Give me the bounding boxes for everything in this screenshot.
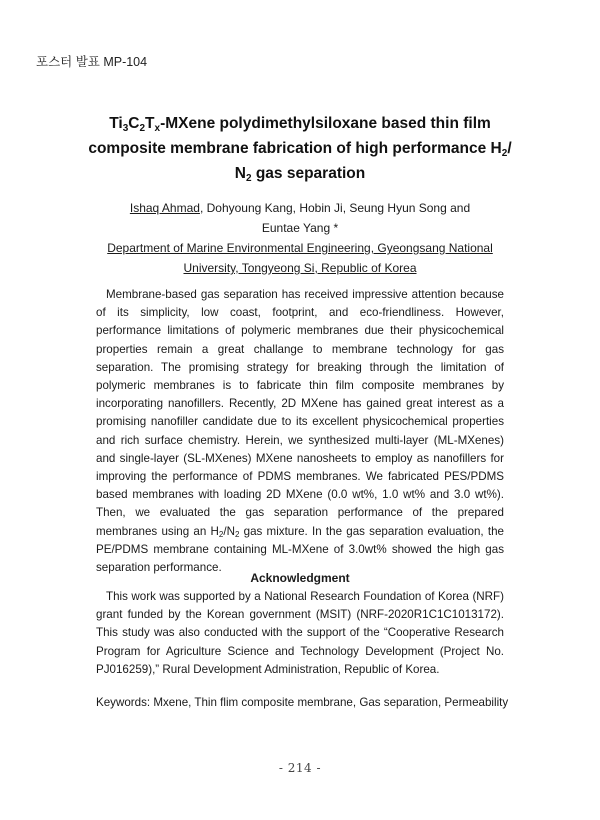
acknowledgment-paragraph: This work was supported by a National Research Foundation of Korea (NRF) grant funded by the Korean government (MSIT) (NRF-2020R1C1C1013172). This study was also conducted with the support of the “Cooperative Research Program for Agriculture Science and Technology Development (Project No. PJ016259),” Rural Development Administration, Republic of Korea.	[96, 590, 504, 676]
poster-session-label: 포스터 발표 MP-104	[36, 55, 148, 69]
author-line-2: Euntae Yang *	[261, 221, 339, 235]
page-number: - 214 -	[278, 761, 322, 775]
acknowledgment-heading: Acknowledgment	[250, 571, 350, 585]
co-authors: , Dohyoung Kang, Hobin Ji, Seung Hyun Song and	[199, 201, 471, 215]
title-line-1: $Ti_3C_2T_x$-MXene polydimethylsiloxane based thin film	[109, 115, 491, 134]
title-line-2: composite membrane fabrication of high performance $H_2/$	[88, 140, 512, 159]
affiliation-line-2: University, Tongyeong Si, Republic of Korea	[183, 261, 417, 275]
author-line-1	[60, 198, 540, 218]
presenting-author: Ishaq Ahmad	[129, 201, 200, 215]
paper-title	[40, 111, 560, 186]
author-block	[60, 198, 540, 278]
keywords-line: Keywords: Mxene, Thin flim composite membrane, Gas separation, Permeability	[96, 696, 509, 709]
abstract-paragraph: Membrane-based gas separation has received impressive attention because of its simplicity, low coast, footprint, and eco-friendliness. However, performance limitations of polymeric membranes due their physicochemical properties remain a great challange to membrane technology for gas separation. The promising strategy for breaking through the limitation of polymeric membranes is to fabricate thin film composite membranes by incorporating nanofillers. Recently, 2D MXene has gained great interest as a promising nanofiller candidate due to its excellent physicochemical properties and rich surface chemistry. Herein, we synthesized multi-layer (ML-MXenes) and single-layer (SL-MXenes) MXene nanosheets to employ as nanofillers for improving the performance of PDMS membranes. We fabricated PES/PDMS based membranes with loading 2D MXene (0.0 wt%, 1.0 wt% and 3.0 wt%). Then, we evaluated the gas separation performance of the prepared membranes using an $H_2/N_2$ gas mixture. In the gas separation evaluation, the PE/PDMS membrane containing ML-MXene of 3.0wt% showed the high gas separation performance.	[96, 288, 504, 575]
affiliation-line-1: Department of Marine Environmental Engineering, Gyeongsang National	[107, 241, 493, 255]
title-line-3: $N_2$ gas separation	[234, 165, 366, 184]
